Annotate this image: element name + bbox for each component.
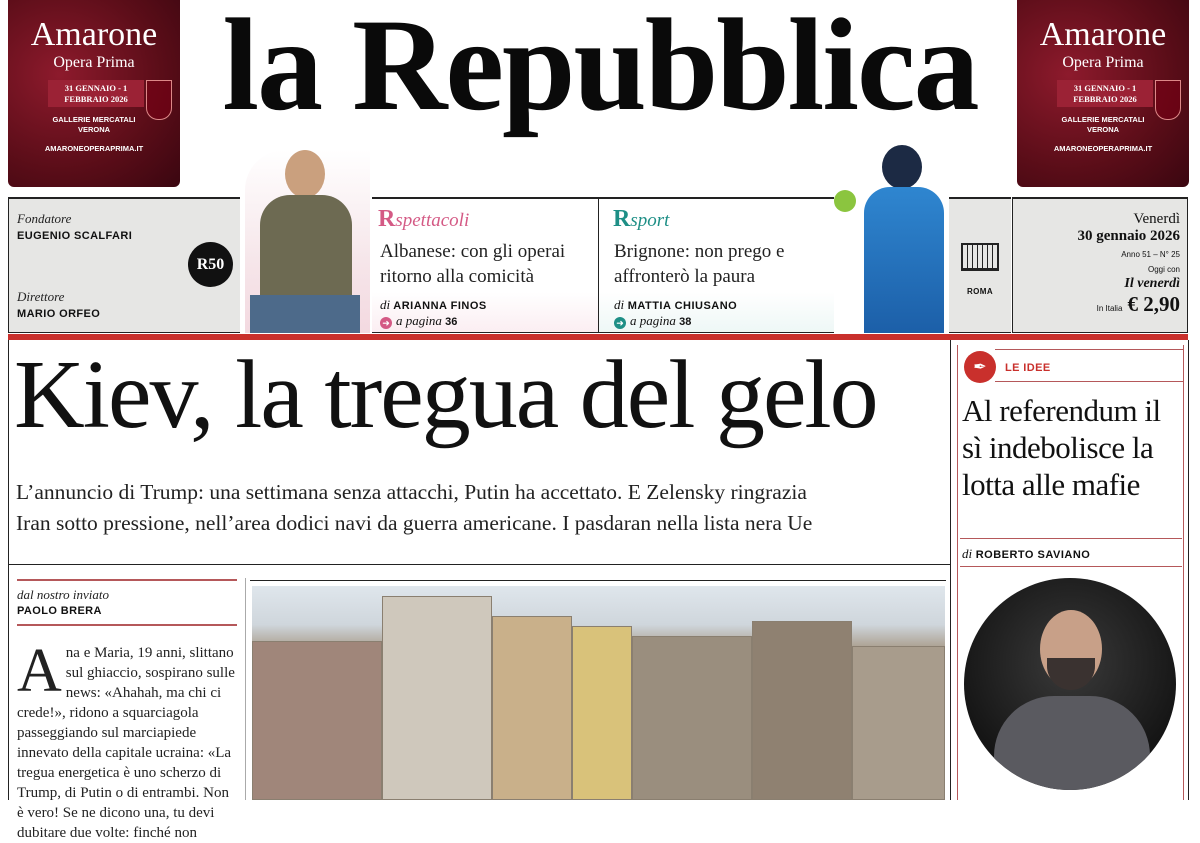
main-headline[interactable]: Kiev, la tregua del gelo bbox=[14, 341, 877, 449]
r50-badge: R50 bbox=[188, 242, 233, 287]
subheadline: L’annuncio di Trump: una settimana senza attacchi, Putin ha accettato. E Zelensky ringrazia bbox=[16, 480, 807, 504]
saviano-photo bbox=[964, 578, 1176, 790]
brignone-photo bbox=[834, 145, 949, 333]
ad-amarone-right[interactable]: Amarone Opera Prima 31 GENNAIO - 1 FEBBRAIO 2026 GALLERIE MERCATALI VERONA AMARONEOPERAPRIMA.IT bbox=[1017, 0, 1189, 187]
article-body: Ana e Maria, 19 anni, slittano sul ghiaccio, sospirano sulle news: «Ahahah, ma chi ci crede!», ridono a squarciagola passeggiando sul marciapiede innevato della capitale ucraina: «La tregua energetica è uno scherzo di Trump, di Putin o di entrambi. Non è vero! Se ne dicono una, tu devi dubitare due volte: finché non bbox=[17, 637, 235, 841]
kiev-buildings-photo[interactable] bbox=[252, 586, 945, 800]
staff-box: Fondatore EUGENIO SCALFARI Direttore MARIO ORFEO bbox=[8, 197, 240, 333]
opinion-title[interactable]: Al referendum il sì indebolisce la lotta alle mafie bbox=[962, 393, 1161, 502]
arrow-right-icon: ➜ bbox=[380, 317, 392, 329]
supplement-link[interactable]: Il venerdì bbox=[1124, 276, 1180, 291]
ad-amarone-left[interactable]: Amarone Opera Prima 31 GENNAIO - 1 FEBBRAIO 2026 GALLERIE MERCATALI VERONA AMARONEOPERAPRIMA.IT bbox=[8, 0, 180, 187]
fountain-pen-icon: ✒ bbox=[964, 351, 996, 383]
city-box: ROMA bbox=[949, 197, 1011, 333]
wine-glass-icon bbox=[146, 80, 172, 120]
teaser-spettacoli[interactable]: Rspettacoli Albanese: con gli operai ritorno alla comicità di ARIANNA FINOS ➜ a pagina 36 bbox=[372, 197, 598, 333]
albanese-photo bbox=[245, 150, 370, 333]
opinion-section: LE IDEE bbox=[1005, 362, 1051, 374]
wine-glass-icon bbox=[1155, 80, 1181, 120]
masthead-logo[interactable]: la Repubblica bbox=[222, 0, 978, 138]
teaser-sport[interactable]: Rsport Brignone: non prego e affronterò la paura di MATTIA CHIUSANO ➜ a pagina 38 bbox=[599, 197, 834, 333]
colosseum-icon bbox=[961, 243, 999, 271]
subheadline: Iran sotto pressione, nell’area dodici navi da guerra americane. I pasdaran nella lista nera Ue bbox=[16, 511, 813, 535]
edition-box: Venerdì 30 gennaio 2026 Anno 51 – N° 25 Oggi con Il venerdì In Italia € 2,90 bbox=[1012, 197, 1188, 333]
arrow-right-icon: ➜ bbox=[614, 317, 626, 329]
